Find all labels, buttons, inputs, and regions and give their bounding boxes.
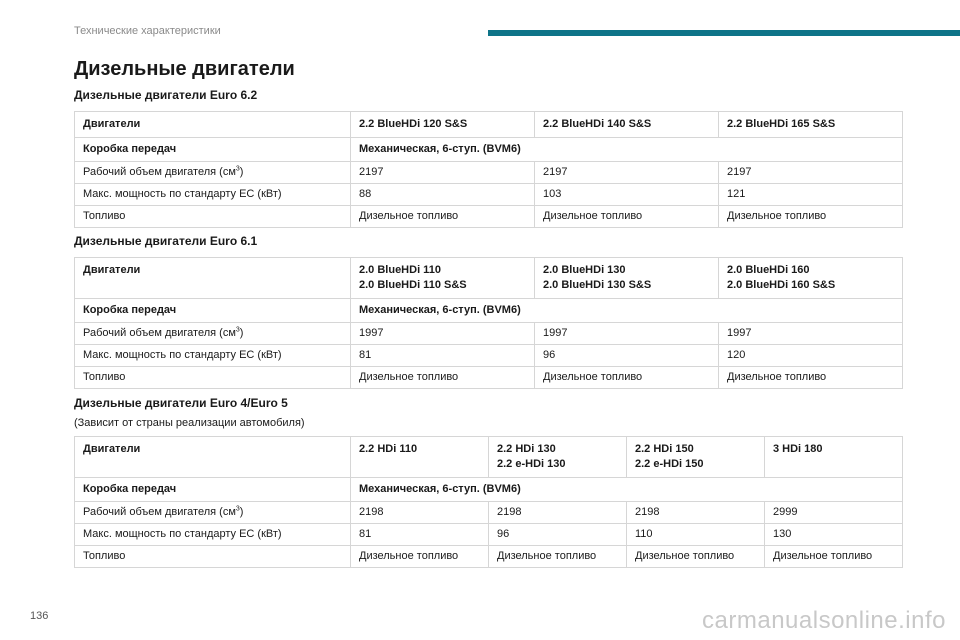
gearbox-row — [75, 138, 903, 162]
page-title: Дизельные двигатели — [74, 58, 295, 80]
displacement-label: Рабочий объем двигателя $(см^3)$ — [75, 323, 351, 345]
power-label: Макс. мощность по стандарту ЕС (кВт) — [75, 345, 351, 367]
power-row — [75, 184, 903, 206]
power-value: 121 — [719, 184, 903, 206]
fuel-row — [75, 367, 903, 389]
gearbox-label: Коробка передач — [75, 138, 351, 162]
power-row — [75, 345, 903, 367]
fuel-value: Дизельное топливо — [351, 546, 489, 568]
fuel-value: Дизельное топливо — [351, 206, 535, 228]
spec-table-euro-4-5 — [74, 436, 903, 568]
watermark: carmanualsonline.info — [702, 607, 946, 634]
power-value: 96 — [535, 345, 719, 367]
engine-name: 2.2 BlueHDi 120 S&S — [351, 112, 535, 138]
gearbox-value: Механическая, 6-ступ. (BVM6) — [351, 138, 903, 162]
engine-name: 2.0 BlueHDi 160 2.0 BlueHDi 160 S&S — [719, 258, 903, 299]
fuel-value: Дизельное топливо — [489, 546, 627, 568]
engines-row — [75, 258, 903, 299]
power-value: 103 — [535, 184, 719, 206]
power-value: 88 — [351, 184, 535, 206]
displacement-label: Рабочий объем двигателя $(см^3)$ — [75, 502, 351, 524]
gearbox-value: Механическая, 6-ступ. (BVM6) — [351, 299, 903, 323]
gearbox-label: Коробка передач — [75, 478, 351, 502]
engine-name: 2.2 HDi 150 2.2 e-HDi 150 — [627, 437, 765, 478]
fuel-row — [75, 546, 903, 568]
fuel-label: Топливо — [75, 546, 351, 568]
engine-name: 2.0 BlueHDi 130 2.0 BlueHDi 130 S&S — [535, 258, 719, 299]
gearbox-label: Коробка передач — [75, 299, 351, 323]
displacement-value: 2999 — [765, 502, 903, 524]
displacement-value: 2198 — [351, 502, 489, 524]
displacement-value: 2198 — [489, 502, 627, 524]
power-value: 81 — [351, 345, 535, 367]
power-row — [75, 524, 903, 546]
displacement-value: 2197 — [535, 162, 719, 184]
engine-name: 2.0 BlueHDi 110 2.0 BlueHDi 110 S&S — [351, 258, 535, 299]
section-note: (Зависит от страны реализации автомобиля) — [74, 417, 305, 429]
power-label: Макс. мощность по стандарту ЕС (кВт) — [75, 184, 351, 206]
engines-label: Двигатели — [75, 437, 351, 478]
power-value: 130 — [765, 524, 903, 546]
displacement-value: 1997 — [535, 323, 719, 345]
spec-table-euro-6-2 — [74, 111, 903, 228]
power-value: 120 — [719, 345, 903, 367]
fuel-label: Топливо — [75, 206, 351, 228]
section-title-euro-6-2: Дизельные двигатели Euro 6.2 — [74, 88, 258, 102]
fuel-value: Дизельное топливо — [351, 367, 535, 389]
power-label: Макс. мощность по стандарту ЕС (кВт) — [75, 524, 351, 546]
spec-table-euro-6-1 — [74, 257, 903, 389]
fuel-value: Дизельное топливо — [765, 546, 903, 568]
fuel-value: Дизельное топливо — [535, 367, 719, 389]
displacement-value: 1997 — [719, 323, 903, 345]
fuel-row — [75, 206, 903, 228]
engine-name: 2.2 BlueHDi 165 S&S — [719, 112, 903, 138]
engines-label: Двигатели — [75, 112, 351, 138]
fuel-label: Топливо — [75, 367, 351, 389]
engines-label: Двигатели — [75, 258, 351, 299]
engine-name: 2.2 BlueHDi 140 S&S — [535, 112, 719, 138]
displacement-value: 2197 — [719, 162, 903, 184]
header-accent-bar — [488, 30, 960, 36]
power-value: 110 — [627, 524, 765, 546]
displacement-label: Рабочий объем двигателя $(см^3)$ — [75, 162, 351, 184]
gearbox-row — [75, 299, 903, 323]
gearbox-row — [75, 478, 903, 502]
displacement-value: 2197 — [351, 162, 535, 184]
fuel-value: Дизельное топливо — [719, 206, 903, 228]
fuel-value: Дизельное топливо — [535, 206, 719, 228]
engines-row — [75, 437, 903, 478]
gearbox-value: Механическая, 6-ступ. (BVM6) — [351, 478, 903, 502]
power-value: 81 — [351, 524, 489, 546]
section-title-euro-4-5: Дизельные двигатели Euro 4/Euro 5 — [74, 396, 288, 410]
engine-name: 3 HDi 180 — [765, 437, 903, 478]
page-number: 136 — [30, 610, 49, 622]
displacement-row — [75, 502, 903, 524]
displacement-value: 2198 — [627, 502, 765, 524]
displacement-row — [75, 323, 903, 345]
displacement-row — [75, 162, 903, 184]
fuel-value: Дизельное топливо — [719, 367, 903, 389]
displacement-value: 1997 — [351, 323, 535, 345]
engines-row — [75, 112, 903, 138]
engine-name: 2.2 HDi 130 2.2 e-HDi 130 — [489, 437, 627, 478]
section-title-euro-6-1: Дизельные двигатели Euro 6.1 — [74, 234, 258, 248]
engine-name: 2.2 HDi 110 — [351, 437, 489, 478]
fuel-value: Дизельное топливо — [627, 546, 765, 568]
running-header: Технические характеристики — [74, 25, 221, 37]
power-value: 96 — [489, 524, 627, 546]
